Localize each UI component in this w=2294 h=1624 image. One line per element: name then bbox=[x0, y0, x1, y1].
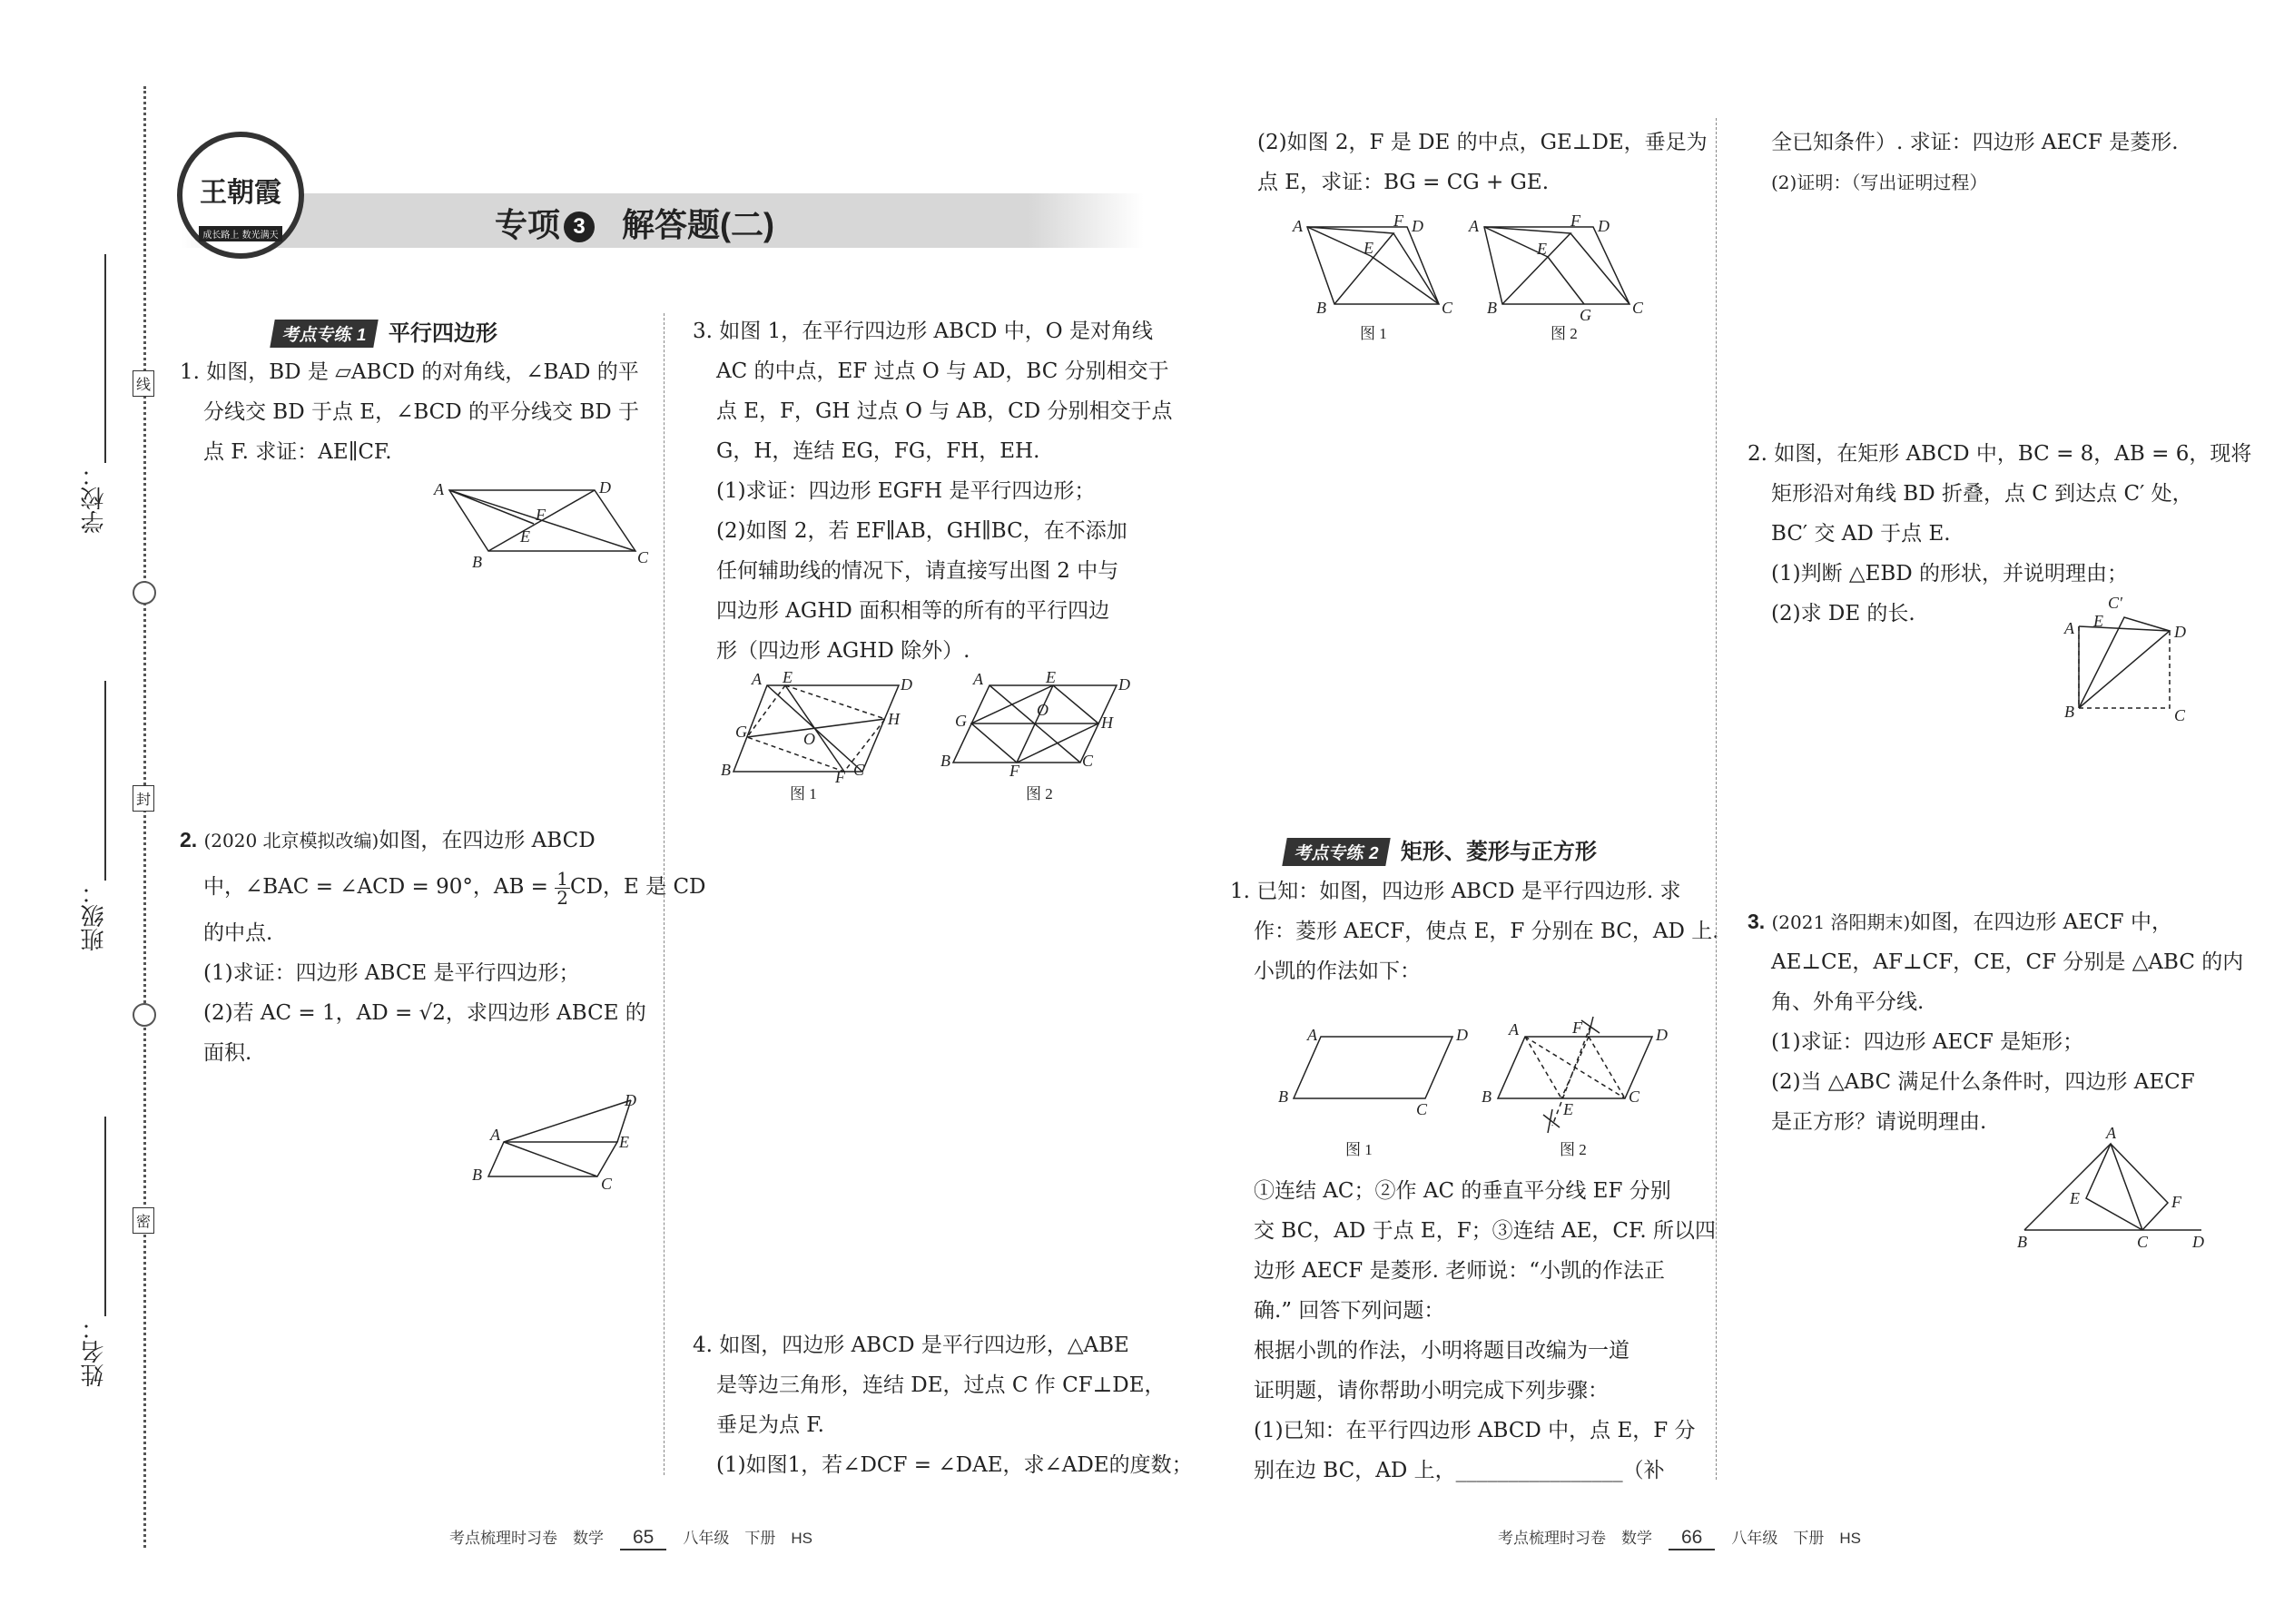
svg-text:F: F bbox=[2171, 1193, 2181, 1211]
svg-text:F: F bbox=[536, 506, 546, 524]
q4-line: 是等边三角形，连结 DE，过点 C 作 CF⊥DE， bbox=[716, 1373, 1166, 1397]
svg-text:A: A bbox=[1509, 1020, 1519, 1038]
fraction-denominator: 2 bbox=[556, 886, 568, 909]
question-1 bbox=[180, 352, 652, 472]
q3-line: 3. 如图 1，在平行四边形 ABCD 中，O 是对角线 bbox=[693, 320, 1153, 343]
q4-line: (1)如图1，若∠DCF = ∠DAE，求∠ADE的度数； bbox=[716, 1453, 1193, 1477]
svg-text:C: C bbox=[637, 548, 649, 566]
page-number-66: 66 bbox=[1669, 1527, 1715, 1550]
footer-right-text: 考点梳理时习卷 数学 bbox=[1498, 1530, 1652, 1547]
svg-text:A: A bbox=[490, 1126, 500, 1144]
fraction bbox=[555, 867, 570, 909]
binding-margin bbox=[0, 0, 154, 1624]
svg-text:C: C bbox=[2137, 1233, 2149, 1251]
svg-text:D: D bbox=[901, 675, 912, 694]
svg-text:C: C bbox=[1442, 299, 1453, 317]
section1-title: 平行四边形 bbox=[388, 321, 497, 346]
r3-number: 3. bbox=[1748, 910, 1766, 933]
title-prefix: 专项 bbox=[495, 206, 561, 243]
fig-caption: 图 1 bbox=[1360, 325, 1387, 342]
svg-text:F: F bbox=[1570, 213, 1580, 230]
fig-caption: 图 2 bbox=[1551, 325, 1578, 342]
q3-line: G，H，连结 EG，FG，FH，EH. bbox=[716, 439, 1040, 463]
r1-line: (2)证明：（写出证明过程） bbox=[1771, 172, 1988, 193]
r2-line: BC′ 交 AD 于点 E. bbox=[1771, 522, 1951, 546]
svg-text:A: A bbox=[752, 672, 762, 688]
q3-line: 形（四边形 AGHD 除外）. bbox=[716, 639, 970, 663]
svg-text:B: B bbox=[1278, 1088, 1288, 1106]
svg-text:E: E bbox=[1364, 239, 1373, 257]
q2-line: (2)若 AC = 1，AD = √2，求四边形 ABCE 的 bbox=[203, 1001, 646, 1025]
q1-line: 分线交 BD 于点 E，∠BCD 的平分线交 BD 于 bbox=[203, 400, 639, 424]
section2-question-3 bbox=[1748, 901, 2244, 1142]
svg-text:C′: C′ bbox=[2108, 594, 2122, 612]
svg-text:E: E bbox=[1537, 240, 1547, 258]
q4-line: 4. 如图，四边形 ABCD 是平行四边形，△ABE bbox=[693, 1334, 1129, 1357]
section2-title: 矩形、菱形与正方形 bbox=[1400, 840, 1597, 864]
q3-line: 点 E，F，GH 过点 O 与 AB，CD 分别相交于点 bbox=[716, 399, 1173, 423]
svg-text:D: D bbox=[1656, 1026, 1668, 1044]
page-title bbox=[495, 200, 774, 246]
footer-left-tail: 八年级 下册 HS bbox=[683, 1530, 812, 1547]
svg-text:C: C bbox=[853, 761, 865, 779]
svg-text:H: H bbox=[888, 710, 900, 728]
s2q1-line: 别在边 BC，AD 上，________________（补 bbox=[1254, 1459, 1665, 1482]
svg-text:A: A bbox=[1293, 217, 1303, 235]
q2-line: (1)求证：四边形 ABCE 是平行四边形； bbox=[203, 961, 580, 985]
r3-line: (2)当 △ABC 满足什么条件时，四边形 AECF bbox=[1771, 1070, 2195, 1094]
q3-line: (2)如图 2，若 EF∥AB，GH∥BC，在不添加 bbox=[716, 519, 1127, 543]
footer-left bbox=[449, 1525, 812, 1550]
q2-line: 如图，在四边形 ABCD bbox=[379, 829, 596, 852]
q1-line: 点 F. 求证：AE∥CF. bbox=[203, 440, 392, 464]
q1-figure bbox=[427, 477, 654, 576]
fig-caption: 图 2 bbox=[1560, 1141, 1587, 1158]
svg-text:B: B bbox=[1482, 1088, 1492, 1106]
svg-text:B: B bbox=[472, 553, 482, 571]
svg-text:D: D bbox=[625, 1091, 636, 1109]
svg-text:C: C bbox=[1632, 299, 1643, 317]
mark-seal: 封 bbox=[133, 785, 154, 812]
svg-text:A: A bbox=[2064, 619, 2074, 637]
s2q1-line: 1. 已知：如图，四边形 ABCD 是平行四边形. 求 bbox=[1230, 880, 1681, 903]
svg-text:D: D bbox=[2174, 623, 2186, 641]
svg-text:C: C bbox=[1082, 752, 1094, 770]
fig-caption: 图 1 bbox=[1345, 1141, 1373, 1158]
s2q1-line: (1)已知：在平行四边形 ABCD 中，点 E，F 分 bbox=[1254, 1419, 1696, 1442]
s2q1-line: 交 BC，AD 于点 E，F；③连结 AE，CF. 所以四 bbox=[1254, 1219, 1716, 1243]
mark-secret: 密 bbox=[133, 1207, 154, 1234]
school-blank bbox=[104, 254, 106, 463]
svg-text:B: B bbox=[1316, 299, 1326, 317]
svg-text:D: D bbox=[599, 478, 611, 497]
svg-text:F: F bbox=[1009, 762, 1019, 780]
page-number-65: 65 bbox=[620, 1527, 666, 1550]
svg-text:F: F bbox=[1572, 1019, 1582, 1037]
svg-text:B: B bbox=[2017, 1233, 2027, 1251]
svg-text:A: A bbox=[434, 480, 444, 498]
s2q1-line: 证明题，请你帮助小明完成下列步骤： bbox=[1254, 1379, 1609, 1403]
r2-line: (2)求 DE 的长. bbox=[1771, 602, 1915, 625]
s2q1-line: 边形 AECF 是菱形. 老师说：“小凯的作法正 bbox=[1254, 1259, 1665, 1283]
svg-text:D: D bbox=[1412, 217, 1423, 235]
svg-text:A: A bbox=[1469, 217, 1479, 235]
class-label: 班级： bbox=[81, 881, 107, 951]
school-label: 学校： bbox=[81, 463, 107, 534]
svg-text:B: B bbox=[1487, 299, 1497, 317]
svg-text:O: O bbox=[803, 730, 815, 748]
svg-text:E: E bbox=[2070, 1189, 2080, 1207]
q3-line: 任何辅助线的情况下，请直接写出图 2 中与 bbox=[716, 559, 1119, 583]
section2-question-1 bbox=[1230, 871, 1719, 991]
svg-text:B: B bbox=[721, 761, 731, 779]
r2-line: 矩形沿对角线 BD 折叠，点 C 到达点 C′ 处， bbox=[1771, 482, 2193, 506]
svg-text:B: B bbox=[2064, 703, 2074, 721]
svg-text:C: C bbox=[1629, 1088, 1640, 1106]
svg-text:B: B bbox=[472, 1166, 482, 1184]
column-divider bbox=[664, 313, 665, 1475]
class-blank bbox=[104, 681, 106, 881]
svg-text:O: O bbox=[1037, 701, 1049, 719]
r3-line: 如图，在四边形 AECF 中， bbox=[1910, 910, 2172, 934]
question-2 bbox=[180, 820, 706, 1073]
s2q1-line: 作：菱形 AECF，使点 E，F 分别在 BC，AD 上. bbox=[1254, 920, 1719, 943]
s2q1-line: 根据小凯的作法，小明将题目改编为一道 bbox=[1254, 1339, 1629, 1363]
dotted-cut-line bbox=[143, 86, 146, 1548]
fig-caption: 图 1 bbox=[790, 785, 817, 802]
svg-text:C: C bbox=[2174, 706, 2186, 724]
q2-line: 面积. bbox=[203, 1041, 252, 1065]
svg-text:A: A bbox=[1307, 1026, 1317, 1044]
logo-tag1: 成长路上 bbox=[202, 231, 240, 241]
q3-figures bbox=[717, 672, 1162, 808]
svg-text:G: G bbox=[735, 723, 747, 741]
svg-text:H: H bbox=[1101, 714, 1113, 732]
ornament-icon bbox=[133, 581, 156, 605]
svg-text:C: C bbox=[601, 1175, 613, 1189]
name-label: 姓名： bbox=[81, 1316, 107, 1387]
r2-line: (1)判断 △EBD 的形状，并说明理由； bbox=[1771, 562, 2129, 586]
s2q1-line: 小凯的作法如下： bbox=[1254, 960, 1421, 983]
svg-text:D: D bbox=[1598, 217, 1610, 235]
ornament-icon bbox=[133, 1003, 156, 1027]
q2-line: CD，E 是 CD bbox=[570, 875, 706, 899]
q2-number: 2. bbox=[180, 828, 198, 851]
r1-line: 全已知条件）. 求证：四边形 AECF 是菱形. bbox=[1771, 131, 2179, 154]
q4-line: 垂足为点 F. bbox=[716, 1413, 824, 1437]
r3-line: 是正方形？请说明理由. bbox=[1771, 1110, 1987, 1134]
svg-text:E: E bbox=[1046, 672, 1056, 686]
s2q1-line: ①连结 AC；②作 AC 的垂直平分线 EF 分别 bbox=[1254, 1179, 1671, 1203]
title-number-badge: 3 bbox=[564, 212, 595, 242]
svg-text:F: F bbox=[1393, 213, 1403, 230]
r3-figure bbox=[2006, 1126, 2224, 1253]
q3-line: (1)求证：四边形 EGFH 是平行四边形； bbox=[716, 479, 1096, 503]
r3-source: (2021 洛阳期末) bbox=[1771, 911, 1911, 933]
q4b-line: (2)如图 2，F 是 DE 的中点，GE⊥DE，垂足为 bbox=[1257, 131, 1708, 154]
svg-text:G: G bbox=[1580, 306, 1591, 324]
section1-badge: 考点专练 1 bbox=[270, 320, 378, 348]
question-4 bbox=[693, 1325, 1193, 1485]
svg-text:E: E bbox=[783, 672, 793, 686]
mark-line: 线 bbox=[133, 370, 154, 397]
section2-question-1-cont bbox=[1254, 1171, 1726, 1491]
svg-text:G: G bbox=[955, 712, 967, 730]
r2-figure bbox=[2052, 590, 2215, 726]
q1-line: 1. 如图，BD 是 ▱ABCD 的对角线，∠BAD 的平 bbox=[180, 360, 639, 384]
footer-right bbox=[1498, 1525, 1861, 1550]
svg-text:E: E bbox=[2093, 612, 2103, 630]
footer-left-text: 考点梳理时习卷 数学 bbox=[449, 1530, 604, 1547]
q4-part2 bbox=[1257, 123, 1729, 202]
q4-figures bbox=[1280, 213, 1643, 349]
q2-source: (2020 北京模拟改编) bbox=[203, 830, 379, 851]
footer-right-tail: 八年级 下册 HS bbox=[1731, 1530, 1861, 1547]
logo-name: 王朝霞 bbox=[200, 177, 281, 209]
svg-text:E: E bbox=[1563, 1100, 1573, 1118]
s2q1-figures bbox=[1271, 1008, 1698, 1171]
logo bbox=[177, 132, 304, 259]
fig-caption: 图 2 bbox=[1026, 785, 1053, 802]
svg-text:C: C bbox=[1416, 1100, 1428, 1118]
svg-text:D: D bbox=[1118, 675, 1130, 694]
svg-text:A: A bbox=[973, 672, 983, 688]
r2-line: 2. 如图，在矩形 ABCD 中，BC = 8，AB = 6，现将 bbox=[1748, 442, 2252, 466]
q4b-line: 点 E，求证：BG = CG + GE. bbox=[1257, 171, 1550, 194]
svg-text:F: F bbox=[835, 768, 845, 786]
right-column-top bbox=[1748, 123, 2238, 202]
question-3 bbox=[693, 311, 1173, 671]
r3-line: 角、外角平分线. bbox=[1771, 990, 1925, 1014]
fraction-numerator: 1 bbox=[556, 867, 568, 890]
name-blank bbox=[104, 1117, 106, 1316]
svg-text:D: D bbox=[1456, 1026, 1468, 1044]
svg-text:E: E bbox=[619, 1133, 629, 1151]
title-text: 解答题(二) bbox=[622, 206, 774, 243]
section2-heading bbox=[1285, 833, 1597, 866]
q3-line: 四边形 AGHD 面积相等的所有的平行四边 bbox=[716, 599, 1110, 623]
section2-badge: 考点专练 2 bbox=[1282, 838, 1390, 866]
q2-line: 的中点. bbox=[203, 921, 273, 945]
logo-tag2: 数光满天 bbox=[241, 231, 279, 241]
q2-figure bbox=[463, 1089, 645, 1189]
r3-line: (1)求证：四边形 AECF 是矩形； bbox=[1771, 1030, 2084, 1054]
svg-text:B: B bbox=[940, 752, 950, 770]
q3-line: AC 的中点，EF 过点 O 与 AD，BC 分别相交于 bbox=[716, 359, 1169, 383]
s2q1-line: 确.” 回答下列问题： bbox=[1254, 1299, 1445, 1323]
svg-text:E: E bbox=[520, 527, 530, 546]
svg-text:A: A bbox=[2106, 1126, 2116, 1142]
svg-text:D: D bbox=[2192, 1233, 2204, 1251]
section1-heading bbox=[272, 315, 497, 348]
r3-line: AE⊥CE，AF⊥CF，CE，CF 分别是 △ABC 的内 bbox=[1771, 950, 2244, 974]
q2-line: 中，∠BAC = ∠ACD = 90°，AB = bbox=[203, 875, 556, 899]
column-divider bbox=[1716, 118, 1717, 1480]
